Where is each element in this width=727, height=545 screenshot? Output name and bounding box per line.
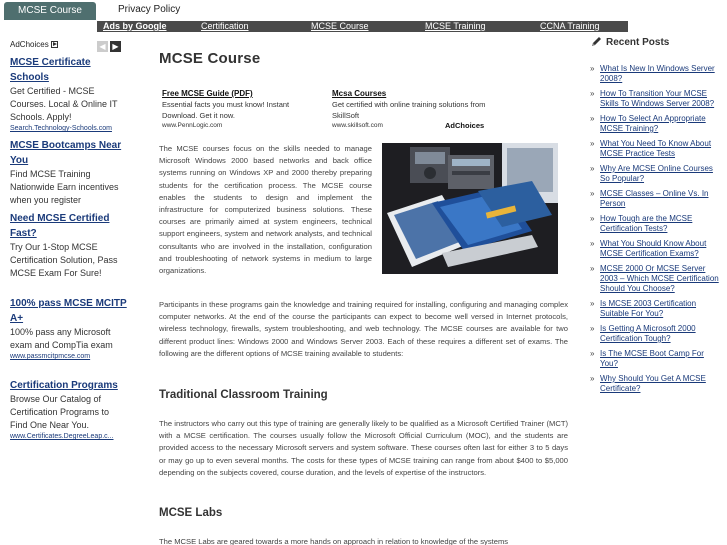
main-content xyxy=(159,50,568,67)
list-item xyxy=(590,239,722,259)
chevron-right-icon[interactable]: ▶ xyxy=(110,41,121,52)
left-ad-desc: Find MCSE Training Nationwide Earn incentives when you register xyxy=(10,169,119,205)
training-kit-photo xyxy=(382,143,558,274)
left-ad-item xyxy=(10,378,128,442)
adbar-link-mcse-training[interactable]: MCSE Training xyxy=(425,21,486,31)
recent-post-link[interactable]: How To Transition Your MCSE Skills To Windows Server 2008? xyxy=(600,89,715,108)
inline-ad-desc: Get certified with online training solutions from SkillSoft xyxy=(332,100,486,120)
left-ad-title[interactable]: Certification Programs xyxy=(10,380,118,391)
left-ad-title[interactable]: MCSE Certificate Schools xyxy=(10,57,91,83)
left-ad-title[interactable]: Need MCSE Certified Fast? xyxy=(10,213,110,239)
inline-ad-url[interactable]: www.PennLogic.com xyxy=(162,122,223,129)
list-item xyxy=(590,299,722,319)
google-ads-bar xyxy=(97,21,628,32)
list-item xyxy=(590,324,722,344)
left-ad-item xyxy=(10,211,128,280)
inline-ad-title[interactable]: Free MCSE Guide (PDF) xyxy=(162,89,253,98)
ads-by-google-label[interactable]: Ads by Google xyxy=(103,21,167,31)
left-ad-desc: Browse Our Catalog of Certification Programs to Find One Near You. xyxy=(10,394,110,430)
section-heading-traditional: Traditional Classroom Training xyxy=(159,389,328,401)
recent-post-link[interactable]: Is MCSE 2003 Certification Suitable For You? xyxy=(600,299,697,318)
list-item xyxy=(590,264,722,294)
left-ad-desc: Get Certified - MCSE Courses. Local & Online IT Schools. Apply! xyxy=(10,86,118,122)
list-item xyxy=(590,374,722,394)
left-ad-item xyxy=(10,138,128,207)
recent-post-link[interactable]: MCSE 2000 Or MCSE Server 2003 – Which MCSE Certification Should You Choose? xyxy=(600,264,719,293)
page-title: MCSE Course xyxy=(159,50,261,67)
labs-paragraph: The MCSE Labs are geared towards a more hands on approach in relation to knowledge of the systems xyxy=(159,537,509,545)
left-ad-desc: 100% pass any Microsoft exam and CompTia exam xyxy=(10,327,113,350)
inline-ad-item xyxy=(162,88,322,131)
participants-paragraph: Participants in these programs gain the knowledge and training required for installing, configuring and managing complex computer networks. At the end of the course the participants can expect to become well versed in Internet protocols, wireless technology, firewalls, system troubleshooting, and web technology. The MCSE courses are available for two different product lines: Windows 2000 and Windows Server 2003. Each of these requires a different set of exams. The following are the different options of MCSE training available to students: xyxy=(159,300,568,358)
list-item xyxy=(590,164,722,184)
tab-mcse-course[interactable]: MCSE Course xyxy=(4,2,96,20)
adchoices-text: AdChoices xyxy=(10,40,49,49)
recent-post-link[interactable]: MCSE Classes – Online Vs. In Person xyxy=(600,189,709,208)
list-item xyxy=(590,139,722,159)
section-heading-labs: MCSE Labs xyxy=(159,507,223,519)
list-item xyxy=(590,189,722,209)
adchoices-icon xyxy=(51,41,58,48)
tab-privacy-policy[interactable]: Privacy Policy xyxy=(118,4,181,15)
recent-post-link[interactable]: How Tough are the MCSE Certification Tests? xyxy=(600,214,693,233)
left-ad-title[interactable]: MCSE Bootcamps Near You xyxy=(10,140,122,166)
inline-ad-title[interactable]: Mcsa Courses xyxy=(332,89,387,98)
chevron-left-icon[interactable]: ◀ xyxy=(97,41,108,52)
left-ad-url[interactable]: www.passmcitpmcse.com xyxy=(10,353,91,360)
adbar-link-certification[interactable]: Certification xyxy=(201,21,249,31)
recent-posts-list xyxy=(590,64,722,394)
pen-icon xyxy=(590,36,602,48)
left-ad-item xyxy=(10,296,128,362)
recent-posts-sidebar xyxy=(590,36,722,399)
ad-pager xyxy=(97,41,121,52)
recent-post-link[interactable]: Is Getting A Microsoft 2000 Certification Tough? xyxy=(600,324,696,343)
recent-post-link[interactable]: Is The MCSE Boot Camp For You? xyxy=(600,349,704,368)
list-item xyxy=(590,89,722,109)
recent-post-link[interactable]: Why Should You Get A MCSE Certificate? xyxy=(600,374,706,393)
inline-ad-desc: Essential facts you must know! Instant Download. Get it now. xyxy=(162,100,290,120)
intro-paragraph: The MCSE courses focus on the skills needed to manage Microsoft Windows 2000 based networks and back office systems running on Windows XP and 2000 thereby preparing students for the certification process. The MCSE course enables the students to design and implement the infrastructure for computerized business solutions. These courses are primarily aimed at system engineers, technical support engineers, system and network analysts, and technical consultants who are involved in the installation, configuration and troubleshooting of network systems in medium to large organizations. xyxy=(159,144,372,276)
left-ad-item xyxy=(10,55,128,134)
traditional-paragraph: The instructors who carry out this type of training are generally likely to be qualified as a Microsoft Certified Trainer (MCT) with a MCSE certification. The courses usually follow the Microsoft Official Curriculum (MOC), and the students are provided access to the necessary Microsoft servers and system software. These courses often last for either 3 to 5 days or may go up to even several months. The costs for these types of MCSE training can range from about $400 to $5,000 depending on the subjects covered, course duration, and the levels of expertise of the instructors. xyxy=(159,419,568,477)
list-item xyxy=(590,214,722,234)
adbar-link-ccna-training[interactable]: CCNA Training xyxy=(540,21,600,31)
list-item xyxy=(590,64,722,84)
recent-post-link[interactable]: Why Are MCSE Online Courses So Popular? xyxy=(600,164,713,183)
recent-post-link[interactable]: What You Should Know About MCSE Certification Exams? xyxy=(600,239,707,258)
recent-post-link[interactable]: How To Select An Appropriate MCSE Training? xyxy=(600,114,706,133)
inline-ad-url[interactable]: www.skillsoft.com xyxy=(332,122,383,129)
left-ad-desc: Try Our 1-Stop MCSE Certification Solution, Pass MCSE Exam For Sure! xyxy=(10,242,118,278)
left-ad-column xyxy=(10,40,128,442)
inline-adchoices-label[interactable]: AdChoices xyxy=(445,121,485,130)
list-item xyxy=(590,349,722,369)
left-ad-url[interactable]: Search.Technology-Schools.com xyxy=(10,125,112,132)
top-navigation xyxy=(0,0,727,20)
recent-post-link[interactable]: What Is New In Windows Server 2008? xyxy=(600,64,715,83)
left-ad-url[interactable]: www.Certificates.DegreeLeap.c... xyxy=(10,433,114,440)
inline-ads xyxy=(159,88,568,130)
adbar-link-mcse-course[interactable]: MCSE Course xyxy=(311,21,369,31)
list-item xyxy=(590,114,722,134)
books-and-stereo-image xyxy=(382,143,558,274)
recent-posts-heading xyxy=(590,36,722,48)
recent-post-link[interactable]: What You Need To Know About MCSE Practice Tests xyxy=(600,139,712,158)
left-ad-title[interactable]: 100% pass MCSE MCITP A+ xyxy=(10,298,127,324)
recent-posts-title: Recent Posts xyxy=(606,36,670,48)
